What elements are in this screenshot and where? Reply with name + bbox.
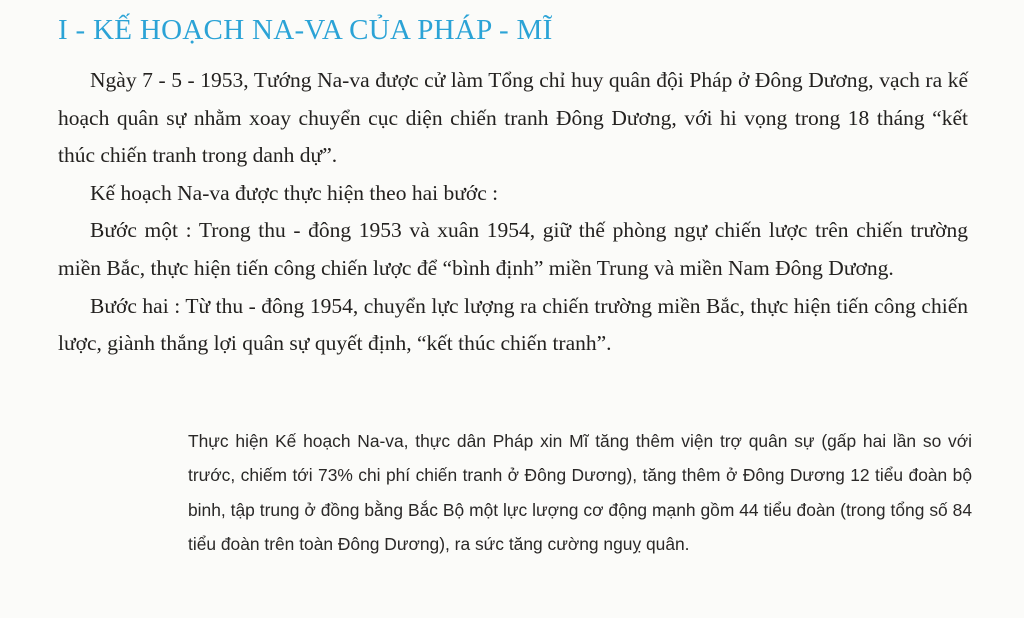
paragraph-navarre-appointment: Ngày 7 - 5 - 1953, Tướng Na-va được cử làm Tổng chỉ huy quân đội Pháp ở Đông Dương, vạch ra kế hoạch quân sự nhằm xoay chuyển cục diện chiến tranh Đông Dương, với hi vọng trong 18 tháng “kết thúc chiến tranh trong danh dự”.: [58, 68, 968, 168]
main-text: [58, 62, 968, 363]
paragraph-step-two: Bước hai : Từ thu - đông 1954, chuyển lực lượng ra chiến trường miền Bắc, thực hiện tiến công chiến lược, giành thắng lợi quân sự quyết định, “kết thúc chiến tranh”.: [58, 293, 968, 356]
paragraph-plan-steps-intro: Kế hoạch Na-va được thực hiện theo hai bước :: [90, 180, 499, 205]
section-heading: I - KẾ HOẠCH NA-VA CỦA PHÁP - MĨ: [58, 14, 553, 46]
paragraph-step-one: Bước một : Trong thu - đông 1953 và xuân 1954, giữ thế phòng ngự chiến lược trên chiến trường miền Bắc, thực hiện tiến công chiến lược để “bình định” miền Trung và miền Nam Đông Dương.: [58, 218, 968, 280]
supplementary-note: Thực hiện Kế hoạch Na-va, thực dân Pháp xin Mĩ tăng thêm viện trợ quân sự (gấp hai lần so với trước, chiếm tới 73% chi phí chiến tranh ở Đông Dương), tăng thêm ở Đông Dương 12 tiểu đoàn bộ binh, tập trung ở đồng bằng Bắc Bộ một lực lượng cơ động mạnh gồm 44 tiểu đoàn (trong tổng số 84 tiểu đoàn trên toàn Đông Dương), ra sức tăng cường nguỵ quân.: [188, 431, 972, 555]
